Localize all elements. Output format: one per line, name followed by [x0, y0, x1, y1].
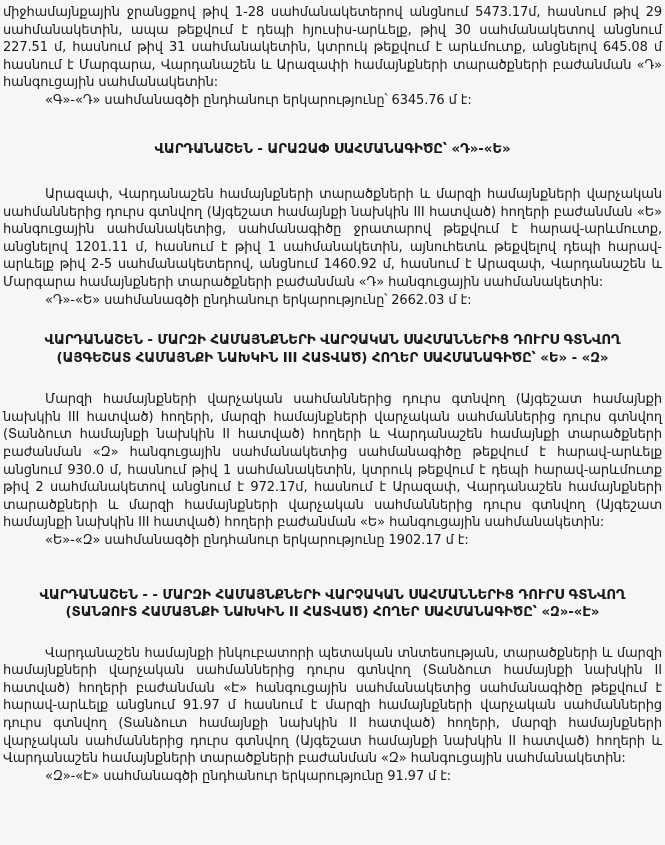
- paragraph-gd-boundary-continuation: միջհամայնքային ջրանցքով թիվ 1-28 սահմանակետերով անցնում 5473.17մ, հասնում թիվ 29 սահմանակետին, ապա թեքվում է դեպի հյուսիս-արևելք, թիվ 30 սահմանակետով անցնում 227.51 մ, հասնում թիվ 31 սահմանակետին, կտրուկ թեքվում է արևմուտք, անցնելով 645.08 մ հասնում է Մարգարա, Վարդանաշեն և Արազափի համայնքների տարածքների բաժանման «Դ» հանգուցային սահմանակետին:: [3, 5, 662, 91]
- paragraph-ze-boundary: Վարդանաշեն համայնքի ինկուբատորի պետական տնտեսության, տարածքների և մարզի համայնքների վարչական սահմաններից դուրս գտնվող (Տանձուտ համայնքի նախկին II հատված) հողերի բաժանման «Է» հանգուցային սահմանակետից սահմանագիծը թեքվում է հարավ-արևելք անցնում 91.97 մ հասնում է մարզի համայնքների վարչական սահմաններից դուրս գտնվող (Տանձուտ համայնքի նախկին II հատված) հողերի, մարզի համայնքների վարչական սահմաններից դուրս գտնվող (Այգեշատ համայնքի նախկին II հատված) հողերի և Վարդանաշեն համայնքների տարածքների բաժանման «Զ» հանգուցային սահմանակետին:: [3, 645, 662, 767]
- heading-vardanashen-marz-lands-tandzut-boundary: ՎԱՐԴԱՆԱՇԵՆ - - ՄԱՐԶԻ ՀԱՄԱՅՆՔՆԵՐԻ ՎԱՐՉԱԿԱՆ ՍԱՀՄԱՆՆԵՐԻՑ ԴՈՒՐՍ ԳՏՆՎՈՂ (ՏԱՆՁՈՒՏ ՀԱՄԱՅՆՔԻ ՆԱԽԿԻՆ II ՀԱՏՎԱԾ) ՀՈՂԵՐ ՍԱՀՄԱՆԱԳԻԾԸ՝ «Զ»-«Է»: [39, 587, 626, 621]
- total-length-line-de: «Դ»-«Ե» սահմանագծի ընդհանուր երկարությունը՝ 2662.03 մ է:: [45, 292, 472, 308]
- paragraph-ez-boundary: Մարզի համայնքների վարչական սահմաններից դուրս գտնվող (Այգեշատ համայնքի նախկին III հատված) հողերի, մարզի համայնքների վարչական սահմաններից դուրս գտնվող (Տանձուտ համայնքի նախկին II հատված) հողերի և Վարդանաշեն համայնքի տարածքների բաժանման «Զ» հանգուցային սահմանակետից սահմանագիծը թեքվում է հարավ-արևելք անցնում 930.0 մ, հասնում թիվ 1 սահմանակետին, կտրուկ թեքվում է դեպի հարավ-արևմուտք թիվ 2 սահմանակետով անցնում է 972.17մ, հասնում է Արազափ, Վարդանաշեն համայնքների տարածքների և մարզի համայնքների վարչական սահմաններից դուրս գտնվող (Այգեշատ համայնքի նախկին III հատված) հողերի բաժանման «Ե» հանգուցային սահմանակետին:: [3, 392, 662, 531]
- paragraph-de-boundary: Արազափ, Վարդանաշեն համայնքների տարածքների և մարզի համայնքների վարչական սահմաններից դուրս գտնվող (Այգեշատ համայնքի նախկին III հատված) հողերի բաժանման «Ե» հանգուցային սահմանակետից, սահմանագիծը ջրատարով թեքվում է հարավ-արևմուտք, անցնելով 1201.11 մ, հասնում է թիվ 1 սահմանակետին, այնուհետև թեքվելով դեպի հարավ-արևելք թիվ 2-5 սահմանակետերով, անցնում 1460.92 մ, հասնում է Արազափ, Վարդանաշեն և Մարգարա համայնքների տարածքների բաժանման «Դ» հանգուցային սահմանակետին:: [3, 187, 662, 291]
- total-length-line-gd: «Գ»-«Դ» սահմանագծի ընդհանուր երկարությունը՝ 6345.76 մ է:: [45, 92, 472, 108]
- heading-vardanashen-marz-lands-aygeshat-boundary: ՎԱՐԴԱՆԱՇԵՆ - ՄԱՐԶԻ ՀԱՄԱՅՆՔՆԵՐԻ ՎԱՐՉԱԿԱՆ ՍԱՀՄԱՆՆԵՐԻՑ ԴՈՒՐՍ ԳՏՆՎՈՂ (ԱՅԳԵՇԱՏ ՀԱՄԱՅՆՔԻ ՆԱԽԿԻՆ III ՀԱՏՎԱԾ) ՀՈՂԵՐ ՍԱՀՄԱՆԱԳԻԾԸ՝ «Ե» - «Զ»: [44, 333, 621, 366]
- total-length-line-ez: «Ե»-«Զ» սահմանագծի ընդհանուր երկարությունը 1902.17 մ է:: [45, 532, 469, 548]
- total-length-line-ze: «Զ»-«Է» սահմանագծի ընդհանուր երկարությունը 91.97 մ է:: [45, 768, 452, 784]
- heading-vardanashen-arazap-boundary: ՎԱՐԴԱՆԱՇԵՆ - ԱՐԱԶԱՓ ՍԱՀՄԱՆԱԳԻԾԸ՝ «Դ»-«Ե»: [154, 141, 511, 157]
